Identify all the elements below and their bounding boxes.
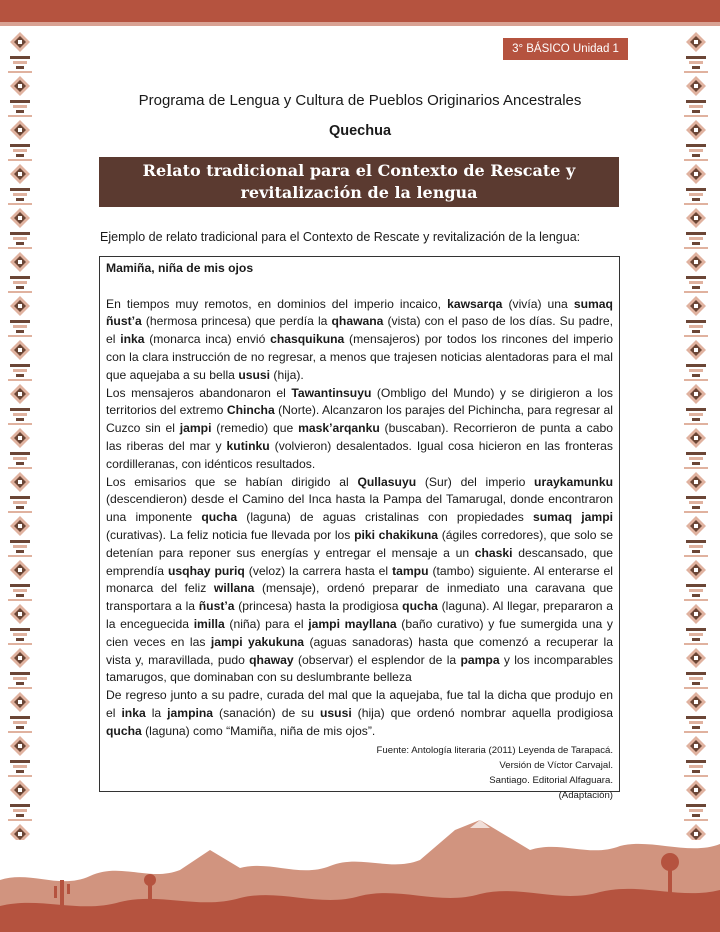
source-line: Santiago. Editorial Alfaguara. — [489, 774, 613, 786]
quechua-term: pampa — [460, 652, 500, 667]
intro-text: Ejemplo de relato tradicional para el Contexto de Rescate y revitalización de la lengua: — [100, 230, 581, 244]
story-text: (remedio) que — [211, 421, 299, 436]
story-text: En tiempos muy remotos, en dominios del imperio incaico, — [106, 296, 448, 311]
story-text: (aguas sanadoras) hasta que comenzó a recuperar la vista y, maravillada, pudo — [106, 634, 613, 667]
quechua-term: jampi mayllana — [308, 616, 397, 631]
story-paragraph — [106, 296, 613, 385]
story-text: descansado, que emprendía — [106, 545, 613, 578]
quechua-term: jampi — [179, 421, 212, 436]
story-paragraph — [106, 474, 613, 688]
quechua-term: kutinku — [226, 438, 270, 453]
quechua-term: tampu — [392, 563, 429, 578]
story-title: Mamiña, niña de mis ojos — [106, 261, 254, 275]
quechua-term: qucha — [402, 599, 438, 614]
story-text: (vista) con el paso de los días. Su padre, el — [106, 314, 614, 347]
story-text: (buscaban). Recorrieron de punta a cabo las riberas del mar y — [106, 421, 613, 453]
source-line: Versión de Víctor Carvajal. — [499, 759, 613, 771]
story-text: (sanación) de su — [213, 705, 320, 720]
quechua-term: qucha — [106, 723, 142, 738]
section-banner — [99, 157, 619, 207]
desert-landscape-silhouette — [0, 810, 720, 932]
quechua-term: jampina — [167, 705, 214, 720]
left-pattern-border — [8, 30, 32, 840]
quechua-term: sumaq ñust’a — [106, 296, 613, 329]
quechua-term: qucha — [201, 510, 238, 525]
quechua-term: chaski — [474, 545, 513, 560]
quechua-term: ñust’a — [198, 599, 235, 614]
quechua-term: Qullasuyu — [357, 474, 417, 489]
story-text: (volvieron) desalentados. Igual cosa hicieron en las fronteras cordilleranas, con idénticos resultados. — [106, 438, 613, 471]
story-text: (Norte). Alcanzaron los parajes del Pichincha, para regresar al Cuzco sin el — [106, 403, 613, 436]
source-line: (Adaptación) — [558, 789, 613, 801]
quechua-term: imilla — [193, 616, 225, 631]
quechua-term: Chincha — [226, 403, 275, 418]
story-text: (vivía) una — [502, 296, 574, 311]
story-text: (laguna) como “Mamiña, niña de mis ojos”. — [141, 723, 376, 738]
story-text: y los incomparables tamarugos, que dominaban con su deslumbrante belleza — [106, 652, 613, 685]
story-paragraph — [106, 687, 613, 740]
quechua-term: sumaq jampi — [532, 510, 614, 525]
story-text: (monarca inca) envió — [144, 332, 271, 347]
top-accent-bar — [0, 0, 720, 22]
story-text: (niña) para el — [224, 616, 309, 631]
quechua-term: uraykamunku — [534, 474, 613, 489]
story-text: (mensajeros) por todos los rincones del imperio con la clara instrucción de no regresar, a menos que trajesen noticias alentadoras para el mal que aquejaba a su bella — [106, 332, 614, 382]
quechua-term: qhaway — [249, 652, 294, 667]
story-text: (hermosa princesa) que perdía la — [141, 314, 332, 329]
story-text: (laguna). Al llegar, prepararon a la enceguecida — [106, 599, 614, 631]
story-text: Los emisarios que se habían dirigido al — [106, 474, 358, 489]
story-paragraph — [106, 385, 613, 474]
story-text: (observar) el esplendor de la — [293, 652, 461, 667]
story-text: (descendieron) desde el Camino del Inca hasta la Pampa del Tamarugal, donde encontraron una imponente — [106, 492, 613, 525]
top-accent-shadow — [0, 22, 720, 26]
quechua-term: ususi — [319, 705, 352, 720]
right-pattern-border — [684, 30, 708, 840]
quechua-term: usqhay puriq — [168, 563, 245, 578]
story-text: (mensaje), ordenó preparar de inmediato una caravana que transportara a la — [106, 581, 613, 614]
story-sources — [106, 743, 613, 803]
story-body — [106, 296, 613, 741]
story-text: (curativas). La feliz noticia fue llevada por los — [106, 527, 355, 542]
story-text: Los mensajeros abandonaron el — [106, 385, 292, 400]
language-title: Quechua — [328, 123, 392, 139]
story-text: (Sur) del imperio — [416, 474, 535, 489]
story-text: la — [145, 705, 168, 720]
story-text: (princesa) hasta la prodigiosa — [234, 599, 403, 614]
quechua-term: kawsarqa — [447, 296, 503, 311]
quechua-term: jampi yakukuna — [210, 634, 305, 649]
program-title: Programa de Lengua y Cultura de Pueblos Originarios Ancestrales — [138, 92, 582, 109]
banner-title: Relato tradicional para el Contexto de Rescate y revitalización de la lengua — [142, 161, 576, 202]
story-text: (Ombligo del Mundo) y se dirigieron a los territorios del extremo — [106, 385, 613, 418]
story-text: (tambo) siguiente. Al enterarse el monarca del feliz — [106, 563, 613, 596]
story-text: (hija) que ordenó nombrar aquella prodigiosa — [351, 705, 614, 720]
quechua-term: ususi — [238, 367, 271, 382]
quechua-term: mask’arqanku — [298, 421, 380, 436]
quechua-term: willana — [213, 581, 255, 596]
quechua-term: piki chakikuna — [354, 527, 439, 542]
source-line: Fuente: Antología literaria (2011) Leyenda de Tarapacá. — [376, 744, 613, 756]
story-text: (ágiles corredores), que solo se detenían para reponer sus energías y entregar el mensaje a un — [106, 527, 613, 560]
quechua-term: qhawana — [331, 314, 384, 329]
story-text: (hija). — [270, 367, 304, 382]
story-text: (baño curativo) y fue sumergida una y cien veces en las — [106, 616, 613, 649]
quechua-term: Tawantinsuyu — [291, 385, 372, 400]
story-text: (laguna) de aguas cristalinas con propiedades — [237, 510, 533, 525]
quechua-term: inka — [120, 332, 145, 347]
quechua-term: chasquikuna — [270, 332, 345, 347]
story-text: (veloz) la carrera hasta el — [244, 563, 393, 578]
unit-badge: 3° BÁSICO Unidad 1 — [503, 38, 628, 60]
story-box — [99, 256, 620, 801]
quechua-term: inka — [121, 705, 146, 720]
story-text: De regreso junto a su padre, curada del mal que la aquejaba, fue tal la dicha que produjo en el — [106, 688, 613, 720]
